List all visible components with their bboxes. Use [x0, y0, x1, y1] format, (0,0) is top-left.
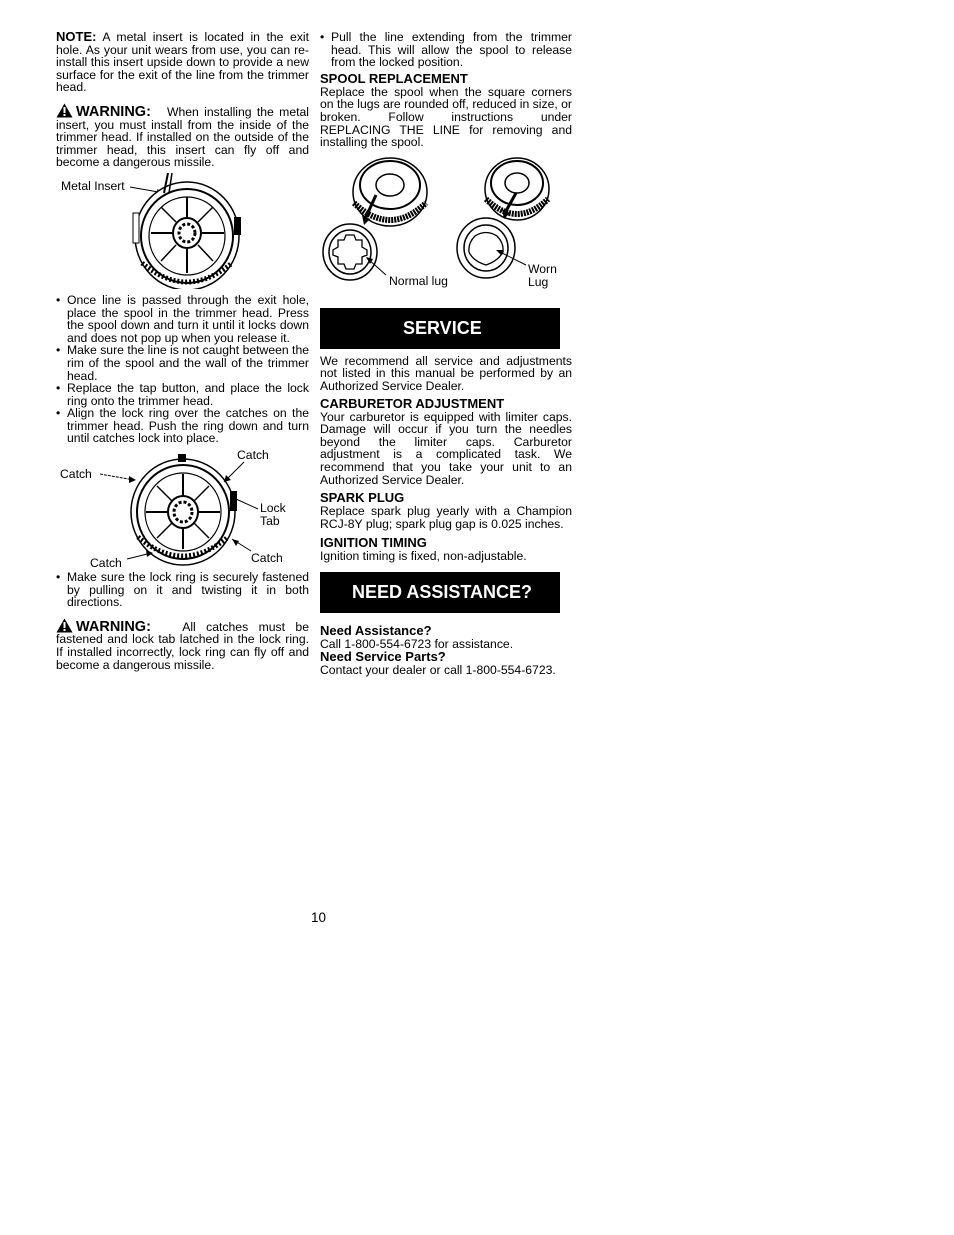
warning-paragraph-2: [56, 618, 309, 671]
warning-label-1: WARNING:: [76, 103, 151, 120]
service-parts-text: Contact your dealer or call 1-800-554-6723.: [320, 663, 556, 678]
warning-label-2: WARNING:: [76, 618, 151, 635]
list-item: • Make sure the lock ring is securely fastened by pulling on it and twisting it in both directions.: [56, 571, 309, 609]
normal-lug-label: Normal lug: [389, 273, 448, 288]
catch-top-label: Catch: [237, 448, 269, 463]
carburetor-text: Your carburetor is equipped with limiter caps. Damage will occur if you turn the needles beyond the limiter caps. Carburetor adjustment is a complicated task. We recommend that you take your unit to an Authorized Service Dealer.: [320, 409, 572, 487]
catch-bottom-left-label: Catch: [90, 556, 122, 571]
service-text: We recommend all service and adjustments not listed in this manual be performed by an Authorized Service Dealer.: [320, 353, 572, 393]
spool-replacement-heading: SPOOL REPLACEMENT: [320, 70, 468, 86]
service-banner: SERVICE: [320, 308, 560, 349]
service-parts-heading: Need Service Parts?: [320, 649, 446, 665]
bullet-list-1: [56, 294, 309, 445]
spool-replacement-text: Replace the spool when the square corners on the lugs are rounded off, reduced in size, or broken. Follow instructions under REPLACING THE LINE for removing and installing the spool.: [320, 84, 572, 150]
spool-drawing: [320, 155, 572, 289]
list-item: • Make sure the line is not caught between the rim of the spool and the wall of the trimmer head.: [56, 344, 309, 382]
need-assistance-heading: Need Assistance?: [320, 622, 432, 638]
need-assistance-banner: NEED ASSISTANCE?: [320, 572, 560, 613]
ignition-text: Ignition timing is fixed, non-adjustable.: [320, 549, 527, 564]
bullet-list-2: [56, 571, 309, 609]
list-item: • Align the lock ring over the catches on the trimmer head. Push the ring down and turn until catches lock into place.: [56, 407, 309, 445]
bullet-list-right: [320, 31, 572, 69]
warning-text-1: When installing the metal insert, you must install from the inside of the trimmer head. If installed on the outside of the trimmer head, this insert can fly off and become a dangerous missile.: [56, 104, 309, 170]
catch-bottom-right-label: Catch: [251, 551, 283, 566]
lock-ring-drawing: [56, 449, 309, 571]
carburetor-heading: CARBURETOR ADJUSTMENT: [320, 395, 505, 411]
metal-insert-figure: [56, 173, 309, 289]
warning-text-2: All catches must be fastened and lock tab latched in the lock ring. If installed incorrectly, lock ring can fly off and become a dangerous missile.: [56, 619, 309, 672]
page-number: 10: [311, 910, 327, 925]
warning-paragraph-1: [56, 103, 309, 169]
lock-ring-figure: [56, 449, 309, 571]
catch-left-label: Catch: [60, 467, 92, 482]
list-item: • Pull the line extending from the trimmer head. This will allow the spool to release from the locked position.: [320, 31, 572, 69]
spark-plug-text: Replace spark plug yearly with a Champion RCJ-8Y plug; spark plug gap is 0.025 inches.: [320, 504, 572, 531]
note-label: NOTE:: [56, 29, 97, 44]
trimmer-head-drawing: [56, 173, 309, 289]
warning-triangle-icon: [56, 103, 73, 118]
list-item: • Once line is passed through the exit hole, place the spool in the trimmer head. Press the spool down and turn it until it locks down and does not pop up when you release it.: [56, 294, 309, 344]
note-paragraph: [56, 31, 309, 94]
list-item: • Replace the tap button, and place the lock ring onto the trimmer head.: [56, 382, 309, 407]
metal-insert-label: Metal Insert: [61, 178, 125, 193]
spool-lug-figure: [320, 155, 572, 289]
right-column: [320, 31, 572, 677]
lock-tab-label: Lock Tab: [260, 501, 286, 529]
ignition-heading: IGNITION TIMING: [320, 535, 427, 551]
worn-lug-label: Worn Lug: [528, 261, 557, 289]
left-column: [56, 31, 309, 671]
note-text: A metal insert is located in the exit hole. As your unit wears from use, you can re-install this insert upside down to provide a new surface for the exit of the line from the trimmer head.: [56, 30, 310, 95]
warning-triangle-icon: [56, 618, 73, 633]
spark-plug-heading: SPARK PLUG: [320, 490, 405, 506]
need-assistance-text: Call 1-800-554-6723 for assistance.: [320, 636, 514, 651]
